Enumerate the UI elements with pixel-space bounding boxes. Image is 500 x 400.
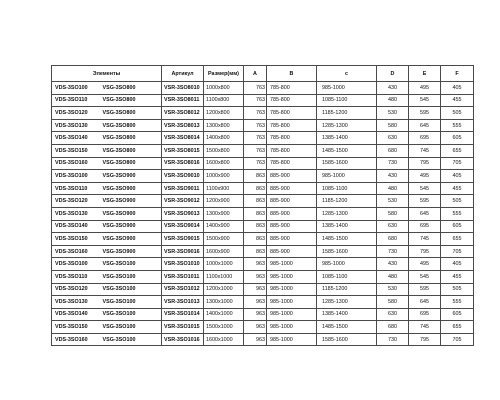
cell-e: 545 bbox=[409, 270, 441, 283]
cell-f: 505 bbox=[441, 195, 474, 208]
table-row bbox=[52, 220, 474, 233]
cell-element-2: VSG-3SO800 bbox=[102, 82, 162, 95]
cell-a: 763 bbox=[244, 132, 267, 145]
table-body bbox=[52, 82, 474, 346]
cell-d: 730 bbox=[377, 157, 409, 170]
cell-f: 655 bbox=[441, 144, 474, 157]
cell-c: 1085-1100 bbox=[317, 182, 377, 195]
cell-a: 963 bbox=[244, 321, 267, 334]
cell-element-1: VDS-3SO150 bbox=[52, 321, 102, 334]
cell-size: 1100x800 bbox=[204, 94, 244, 107]
cell-d: 730 bbox=[377, 245, 409, 258]
cell-element-1: VDS-3SO130 bbox=[52, 119, 102, 132]
cell-c: 1385-1400 bbox=[317, 220, 377, 233]
cell-article: VSR-3SO1011 bbox=[162, 270, 204, 283]
cell-size: 1100x1000 bbox=[204, 270, 244, 283]
cell-d: 680 bbox=[377, 321, 409, 334]
table-row bbox=[52, 245, 474, 258]
cell-e: 745 bbox=[409, 233, 441, 246]
cell-element-2: VSG-3SO100 bbox=[102, 258, 162, 271]
header-b: B bbox=[267, 66, 317, 82]
cell-element-1: VDS-3SO160 bbox=[52, 245, 102, 258]
cell-f: 655 bbox=[441, 233, 474, 246]
table-row bbox=[52, 119, 474, 132]
cell-f: 605 bbox=[441, 220, 474, 233]
cell-d: 580 bbox=[377, 207, 409, 220]
cell-size: 1300x900 bbox=[204, 207, 244, 220]
cell-c: 985-1000 bbox=[317, 170, 377, 183]
cell-c: 1285-1300 bbox=[317, 207, 377, 220]
cell-b: 785-800 bbox=[267, 132, 317, 145]
cell-element-1: VDS-3SO130 bbox=[52, 207, 102, 220]
cell-d: 530 bbox=[377, 195, 409, 208]
cell-article: VSR-3SO9012 bbox=[162, 195, 204, 208]
cell-a: 863 bbox=[244, 182, 267, 195]
cell-f: 405 bbox=[441, 82, 474, 95]
cell-f: 505 bbox=[441, 107, 474, 120]
cell-b: 985-1000 bbox=[267, 321, 317, 334]
cell-element-1: VDS-3SO100 bbox=[52, 170, 102, 183]
cell-e: 645 bbox=[409, 296, 441, 309]
cell-size: 1100x900 bbox=[204, 182, 244, 195]
cell-element-1: VDS-3SO150 bbox=[52, 144, 102, 157]
cell-c: 985-1000 bbox=[317, 82, 377, 95]
table-row bbox=[52, 182, 474, 195]
cell-size: 1500x800 bbox=[204, 144, 244, 157]
cell-f: 405 bbox=[441, 170, 474, 183]
cell-b: 985-1000 bbox=[267, 296, 317, 309]
cell-b: 885-900 bbox=[267, 182, 317, 195]
cell-element-1: VDS-3SO120 bbox=[52, 107, 102, 120]
cell-a: 963 bbox=[244, 333, 267, 346]
cell-f: 455 bbox=[441, 270, 474, 283]
header-a: A bbox=[244, 66, 267, 82]
cell-c: 985-1000 bbox=[317, 258, 377, 271]
cell-article: VSR-3SO8010 bbox=[162, 82, 204, 95]
cell-element-2: VSG-3SO900 bbox=[102, 207, 162, 220]
cell-b: 785-800 bbox=[267, 144, 317, 157]
cell-b: 785-800 bbox=[267, 82, 317, 95]
cell-element-1: VDS-3SO140 bbox=[52, 132, 102, 145]
cell-c: 1385-1400 bbox=[317, 308, 377, 321]
cell-d: 530 bbox=[377, 283, 409, 296]
cell-e: 495 bbox=[409, 82, 441, 95]
table-row bbox=[52, 170, 474, 183]
cell-element-2: VSG-3SO800 bbox=[102, 157, 162, 170]
header-article: Артикул bbox=[162, 66, 204, 82]
cell-size: 1000x900 bbox=[204, 170, 244, 183]
table-row bbox=[52, 107, 474, 120]
cell-element-1: VDS-3SO140 bbox=[52, 308, 102, 321]
cell-c: 1285-1300 bbox=[317, 119, 377, 132]
cell-d: 630 bbox=[377, 132, 409, 145]
cell-c: 1385-1400 bbox=[317, 132, 377, 145]
cell-size: 1300x800 bbox=[204, 119, 244, 132]
cell-a: 863 bbox=[244, 233, 267, 246]
cell-e: 595 bbox=[409, 195, 441, 208]
cell-a: 763 bbox=[244, 94, 267, 107]
table-row bbox=[52, 82, 474, 95]
cell-article: VSR-3SO8016 bbox=[162, 157, 204, 170]
cell-size: 1500x1000 bbox=[204, 321, 244, 334]
cell-article: VSR-3SO1010 bbox=[162, 258, 204, 271]
cell-b: 885-900 bbox=[267, 195, 317, 208]
cell-e: 745 bbox=[409, 321, 441, 334]
header-d: D bbox=[377, 66, 409, 82]
spec-table bbox=[51, 65, 474, 346]
cell-a: 863 bbox=[244, 220, 267, 233]
table-row bbox=[52, 233, 474, 246]
cell-d: 480 bbox=[377, 182, 409, 195]
cell-size: 1400x800 bbox=[204, 132, 244, 145]
cell-article: VSR-3SO1014 bbox=[162, 308, 204, 321]
cell-element-2: VSG-3SO100 bbox=[102, 333, 162, 346]
cell-size: 1000x1000 bbox=[204, 258, 244, 271]
cell-b: 985-1000 bbox=[267, 258, 317, 271]
cell-b: 985-1000 bbox=[267, 333, 317, 346]
cell-article: VSR-3SO9016 bbox=[162, 245, 204, 258]
table-row bbox=[52, 195, 474, 208]
cell-b: 785-800 bbox=[267, 157, 317, 170]
cell-element-2: VSG-3SO800 bbox=[102, 132, 162, 145]
cell-c: 1285-1300 bbox=[317, 296, 377, 309]
cell-d: 580 bbox=[377, 296, 409, 309]
cell-size: 1200x900 bbox=[204, 195, 244, 208]
cell-f: 555 bbox=[441, 207, 474, 220]
cell-article: VSR-3SO8014 bbox=[162, 132, 204, 145]
table-row bbox=[52, 270, 474, 283]
cell-d: 530 bbox=[377, 107, 409, 120]
cell-d: 430 bbox=[377, 170, 409, 183]
cell-b: 985-1000 bbox=[267, 283, 317, 296]
cell-a: 763 bbox=[244, 157, 267, 170]
cell-c: 1585-1600 bbox=[317, 157, 377, 170]
cell-f: 705 bbox=[441, 157, 474, 170]
cell-f: 555 bbox=[441, 119, 474, 132]
cell-e: 645 bbox=[409, 119, 441, 132]
cell-element-2: VSG-3SO100 bbox=[102, 296, 162, 309]
table-row bbox=[52, 94, 474, 107]
cell-element-1: VDS-3SO140 bbox=[52, 220, 102, 233]
cell-f: 705 bbox=[441, 333, 474, 346]
cell-element-1: VDS-3SO130 bbox=[52, 296, 102, 309]
cell-f: 605 bbox=[441, 132, 474, 145]
header-size: Размер(мм) bbox=[204, 66, 244, 82]
cell-b: 885-900 bbox=[267, 207, 317, 220]
cell-article: VSR-3SO9013 bbox=[162, 207, 204, 220]
cell-size: 1400x1000 bbox=[204, 308, 244, 321]
cell-f: 405 bbox=[441, 258, 474, 271]
cell-a: 963 bbox=[244, 308, 267, 321]
cell-e: 495 bbox=[409, 258, 441, 271]
cell-article: VSR-3SO9015 bbox=[162, 233, 204, 246]
cell-e: 745 bbox=[409, 144, 441, 157]
cell-f: 605 bbox=[441, 308, 474, 321]
cell-e: 695 bbox=[409, 220, 441, 233]
cell-size: 1200x800 bbox=[204, 107, 244, 120]
cell-d: 680 bbox=[377, 144, 409, 157]
cell-element-1: VDS-3SO160 bbox=[52, 157, 102, 170]
cell-c: 1585-1600 bbox=[317, 333, 377, 346]
cell-element-2: VSG-3SO800 bbox=[102, 94, 162, 107]
header-f: F bbox=[441, 66, 474, 82]
cell-element-2: VSG-3SO800 bbox=[102, 119, 162, 132]
cell-f: 705 bbox=[441, 245, 474, 258]
cell-a: 963 bbox=[244, 270, 267, 283]
cell-d: 680 bbox=[377, 233, 409, 246]
cell-article: VSR-3SO9014 bbox=[162, 220, 204, 233]
cell-f: 505 bbox=[441, 283, 474, 296]
table-row bbox=[52, 258, 474, 271]
cell-c: 1085-1100 bbox=[317, 270, 377, 283]
table-row bbox=[52, 321, 474, 334]
header-elements: Элементы bbox=[52, 66, 162, 82]
table-row bbox=[52, 132, 474, 145]
cell-size: 1500x900 bbox=[204, 233, 244, 246]
cell-a: 763 bbox=[244, 119, 267, 132]
cell-f: 455 bbox=[441, 182, 474, 195]
cell-article: VSR-3SO8012 bbox=[162, 107, 204, 120]
cell-element-1: VDS-3SO100 bbox=[52, 82, 102, 95]
cell-size: 1400x900 bbox=[204, 220, 244, 233]
cell-element-2: VSG-3SO900 bbox=[102, 245, 162, 258]
cell-e: 545 bbox=[409, 94, 441, 107]
cell-b: 885-900 bbox=[267, 245, 317, 258]
cell-size: 1200x1000 bbox=[204, 283, 244, 296]
cell-e: 595 bbox=[409, 283, 441, 296]
cell-b: 885-900 bbox=[267, 233, 317, 246]
cell-size: 1600x900 bbox=[204, 245, 244, 258]
cell-element-2: VSG-3SO100 bbox=[102, 321, 162, 334]
cell-e: 595 bbox=[409, 107, 441, 120]
header-e: E bbox=[409, 66, 441, 82]
cell-f: 555 bbox=[441, 296, 474, 309]
cell-b: 885-900 bbox=[267, 220, 317, 233]
cell-d: 630 bbox=[377, 220, 409, 233]
cell-article: VSR-3SO1016 bbox=[162, 333, 204, 346]
cell-element-2: VSG-3SO900 bbox=[102, 220, 162, 233]
cell-c: 1485-1500 bbox=[317, 321, 377, 334]
cell-element-2: VSG-3SO100 bbox=[102, 283, 162, 296]
cell-d: 630 bbox=[377, 308, 409, 321]
table-row bbox=[52, 207, 474, 220]
cell-d: 430 bbox=[377, 258, 409, 271]
cell-element-1: VDS-3SO120 bbox=[52, 195, 102, 208]
cell-element-2: VSG-3SO900 bbox=[102, 170, 162, 183]
table-row bbox=[52, 283, 474, 296]
cell-e: 645 bbox=[409, 207, 441, 220]
table-row bbox=[52, 144, 474, 157]
cell-e: 795 bbox=[409, 245, 441, 258]
cell-article: VSR-3SO8015 bbox=[162, 144, 204, 157]
table-row bbox=[52, 157, 474, 170]
cell-e: 695 bbox=[409, 132, 441, 145]
cell-element-2: VSG-3SO100 bbox=[102, 308, 162, 321]
table-row bbox=[52, 296, 474, 309]
cell-a: 763 bbox=[244, 144, 267, 157]
cell-element-1: VDS-3SO160 bbox=[52, 333, 102, 346]
cell-article: VSR-3SO1012 bbox=[162, 283, 204, 296]
cell-e: 545 bbox=[409, 182, 441, 195]
cell-a: 863 bbox=[244, 195, 267, 208]
cell-f: 655 bbox=[441, 321, 474, 334]
cell-element-1: VDS-3SO110 bbox=[52, 182, 102, 195]
cell-c: 1485-1500 bbox=[317, 233, 377, 246]
cell-element-2: VSG-3SO100 bbox=[102, 270, 162, 283]
cell-d: 480 bbox=[377, 270, 409, 283]
cell-a: 863 bbox=[244, 245, 267, 258]
cell-article: VSR-3SO9011 bbox=[162, 182, 204, 195]
cell-b: 785-800 bbox=[267, 107, 317, 120]
cell-a: 963 bbox=[244, 258, 267, 271]
cell-a: 963 bbox=[244, 283, 267, 296]
cell-size: 1300x1000 bbox=[204, 296, 244, 309]
cell-element-1: VDS-3SO150 bbox=[52, 233, 102, 246]
cell-b: 785-800 bbox=[267, 119, 317, 132]
cell-size: 1000x800 bbox=[204, 82, 244, 95]
cell-e: 495 bbox=[409, 170, 441, 183]
cell-element-1: VDS-3SO100 bbox=[52, 258, 102, 271]
cell-c: 1185-1200 bbox=[317, 195, 377, 208]
cell-b: 785-800 bbox=[267, 94, 317, 107]
cell-c: 1585-1600 bbox=[317, 245, 377, 258]
cell-a: 763 bbox=[244, 82, 267, 95]
cell-article: VSR-3SO8011 bbox=[162, 94, 204, 107]
table-row bbox=[52, 308, 474, 321]
cell-d: 730 bbox=[377, 333, 409, 346]
cell-element-1: VDS-3SO110 bbox=[52, 270, 102, 283]
cell-article: VSR-3SO9010 bbox=[162, 170, 204, 183]
cell-element-1: VDS-3SO120 bbox=[52, 283, 102, 296]
cell-d: 480 bbox=[377, 94, 409, 107]
cell-article: VSR-3SO1015 bbox=[162, 321, 204, 334]
cell-e: 695 bbox=[409, 308, 441, 321]
cell-a: 963 bbox=[244, 296, 267, 309]
cell-f: 455 bbox=[441, 94, 474, 107]
table-row bbox=[52, 333, 474, 346]
cell-c: 1185-1200 bbox=[317, 283, 377, 296]
cell-b: 985-1000 bbox=[267, 270, 317, 283]
cell-a: 863 bbox=[244, 207, 267, 220]
cell-element-2: VSG-3SO900 bbox=[102, 195, 162, 208]
cell-element-2: VSG-3SO900 bbox=[102, 233, 162, 246]
cell-element-2: VSG-3SO800 bbox=[102, 107, 162, 120]
cell-e: 795 bbox=[409, 333, 441, 346]
cell-c: 1185-1200 bbox=[317, 107, 377, 120]
cell-size: 1600x1000 bbox=[204, 333, 244, 346]
cell-b: 885-900 bbox=[267, 170, 317, 183]
header-c: c bbox=[317, 66, 377, 82]
cell-element-1: VDS-3SO110 bbox=[52, 94, 102, 107]
cell-article: VSR-3SO1013 bbox=[162, 296, 204, 309]
cell-a: 763 bbox=[244, 107, 267, 120]
cell-e: 795 bbox=[409, 157, 441, 170]
cell-c: 1485-1500 bbox=[317, 144, 377, 157]
cell-element-2: VSG-3SO900 bbox=[102, 182, 162, 195]
header-row bbox=[52, 66, 474, 82]
cell-d: 580 bbox=[377, 119, 409, 132]
cell-a: 863 bbox=[244, 170, 267, 183]
cell-c: 1085-1100 bbox=[317, 94, 377, 107]
cell-article: VSR-3SO8013 bbox=[162, 119, 204, 132]
cell-b: 985-1000 bbox=[267, 308, 317, 321]
cell-d: 430 bbox=[377, 82, 409, 95]
cell-element-2: VSG-3SO800 bbox=[102, 144, 162, 157]
cell-size: 1600x800 bbox=[204, 157, 244, 170]
